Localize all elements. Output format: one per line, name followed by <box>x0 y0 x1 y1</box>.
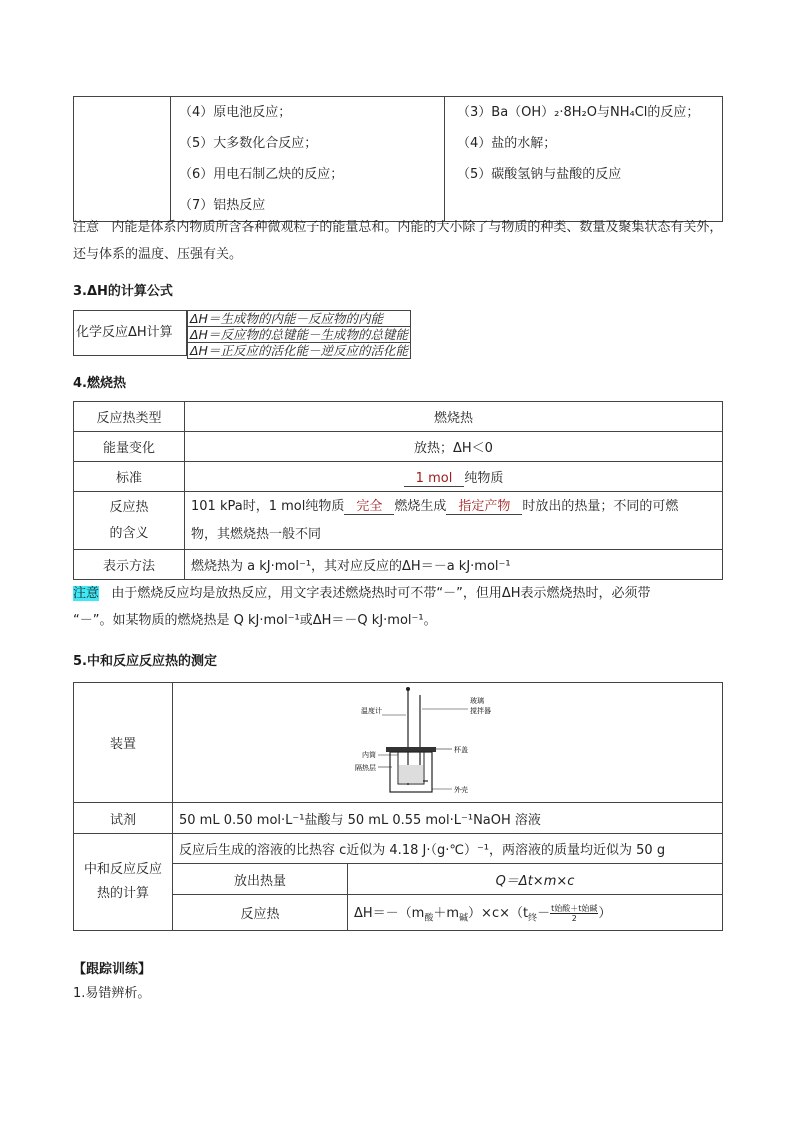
neutralization-table <box>73 682 723 931</box>
row-label: 表示方法 <box>74 550 185 580</box>
dh-formula-list <box>187 310 411 359</box>
section4-heading: 4.燃烧热 <box>73 376 126 391</box>
list-item: （5）大多数化合反应； <box>179 136 318 151</box>
section3-heading: 3.ΔH的计算公式 <box>73 284 173 299</box>
exercise-item: 1.易错辨析。 <box>73 986 151 1001</box>
row-label: 反应热类型 <box>74 402 185 432</box>
list-item: （4）原电池反应； <box>179 105 292 120</box>
heat-value: Q＝Δt×m×c <box>348 864 723 895</box>
dh-value: $\Delta H=-(m_酸+m_碱)\times c\times(t_终-$ t始酸＋t始碱 2 ） <box>348 895 723 931</box>
list-item: （7）铝热反应 <box>179 198 266 213</box>
tracking-training-heading: 【跟踪训练】 <box>73 962 152 977</box>
note-label: 注意 <box>73 586 100 601</box>
formula-activation-energy: ΔH＝正反应的活化能－逆反应的活化能 <box>187 342 411 359</box>
table1-exothermic-list <box>171 97 445 222</box>
note-combustion <box>73 580 723 634</box>
dh-calc-label: 化学反应ΔH计算 <box>73 310 187 356</box>
calc-label: 中和反应反应热的计算 <box>74 834 173 931</box>
reagent-value: 50 mL 0.50 mol·L⁻¹盐酸与 50 mL 0.55 mol·L⁻¹NaOH 溶液 <box>173 803 723 834</box>
heat-label: 放出热量 <box>173 864 348 895</box>
list-item: （4）盐的水解； <box>457 136 557 151</box>
list-item: （5）碳酸氢钠与盐酸的反应 <box>457 167 622 182</box>
fraction: t始酸＋t始碱 2 <box>551 903 598 923</box>
dh-formula-box <box>73 310 411 359</box>
device-label: 装置 <box>74 683 173 803</box>
note-text: 内能是体系内物质所含各种微观粒子的能量总和。内能的大小除了与物质的种类、数量及聚集状态有关外，还与体系的温度、压强有关。 <box>73 220 723 262</box>
list-item: （6）用电石制乙炔的反应； <box>179 167 344 182</box>
note-line: “－”。如某物质的燃烧热是 Q kJ·mol⁻¹或ΔH＝－Q kJ·mol⁻¹。 <box>73 613 437 628</box>
note-internal-energy <box>73 214 723 268</box>
section5-heading: 5.中和反应反应热的测定 <box>73 654 217 669</box>
label-inner: 内筒 <box>361 751 376 759</box>
row-value: 1 mol 纯物质 <box>185 462 723 492</box>
answer-blank: 1 mol <box>404 471 465 487</box>
answer-blank: 完全 <box>344 499 394 515</box>
device-diagram-cell <box>173 683 723 803</box>
note-label: 注意 <box>73 220 100 235</box>
label-outer: 外壳 <box>453 786 468 794</box>
list-item: （3）Ba（OH）₂·8H₂O与NH₄Cl的反应； <box>457 105 700 120</box>
exothermic-endothermic-table <box>73 96 723 222</box>
calc-note: 反应后生成的溶液的比热容 c近似为 4.18 J·（g·℃）⁻¹，两溶液的质量均近似为 50 g <box>173 834 723 864</box>
row-label: 能量变化 <box>74 432 185 462</box>
combustion-heat-table <box>73 401 723 580</box>
label-stirrer-2: 搅拌器 <box>469 707 491 715</box>
row-value: 放热；ΔH＜0 <box>185 432 723 462</box>
reagent-label: 试剂 <box>74 803 173 834</box>
row-value: 燃烧热 <box>185 402 723 432</box>
row-value: 燃烧热为 a kJ·mol⁻¹，其对应反应的ΔH＝－a kJ·mol⁻¹ <box>185 550 723 580</box>
formula-internal-energy: ΔH＝生成物的内能－反应物的内能 <box>187 310 411 326</box>
formula-bond-energy: ΔH＝反应物的总键能－生成物的总键能 <box>187 326 411 342</box>
row-label: 标准 <box>74 462 185 492</box>
label-stirrer-1: 玻璃 <box>469 697 484 705</box>
row-value: 101 kPa时，1 mol纯物质 完全 燃烧生成 指定产物 时放出的热量；不同的可燃 物，其燃烧热一般不同 <box>185 492 723 550</box>
answer-blank: 指定产物 <box>446 499 522 515</box>
row-label: 反应热 的含义 <box>74 492 185 550</box>
note-line: 由于燃烧反应均是放热反应，用文字表述燃烧热时可不带“－”，但用ΔH表示燃烧热时，必须带 <box>111 586 651 601</box>
calorimeter-diagram <box>348 685 548 800</box>
label-thermometer: 温度计 <box>360 707 382 715</box>
table1-empty-cell <box>74 97 171 222</box>
label-insulation: 隔热层 <box>354 764 376 772</box>
table1-endothermic-list <box>445 97 723 222</box>
dh-label: 反应热 <box>173 895 348 931</box>
label-lid: 杯盖 <box>453 746 468 754</box>
